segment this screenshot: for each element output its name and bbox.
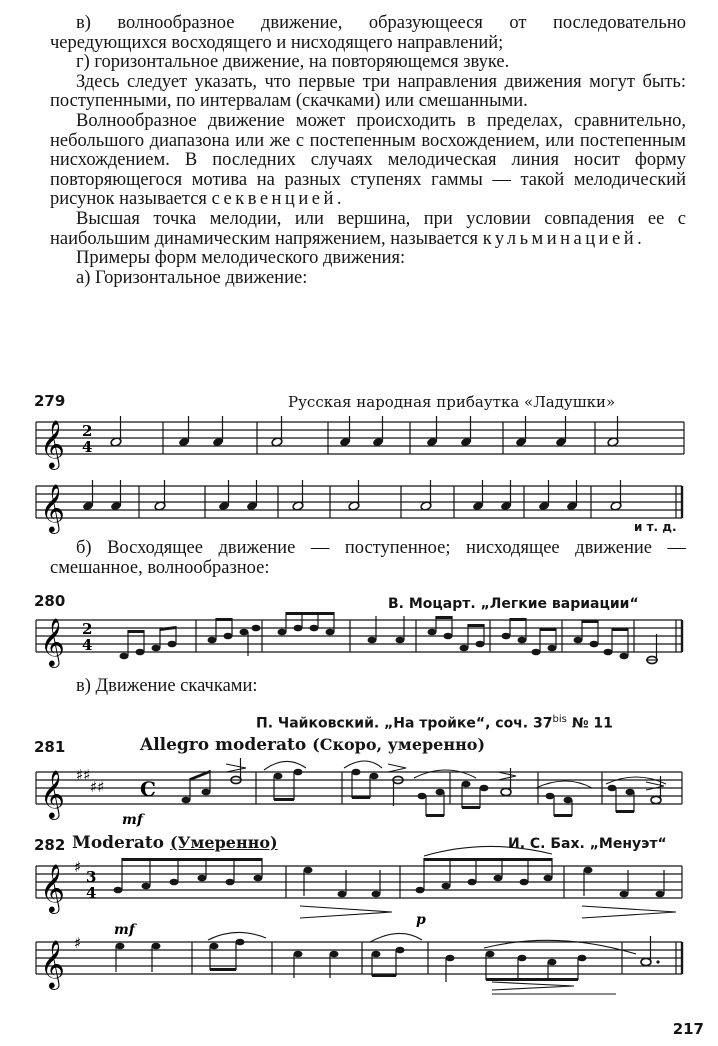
time-signature-bottom: 4 [82,438,93,456]
label-ascending: б) Восходящее движение — поступенное; нисходящее движение — смешанное, волнообразное: [50,538,686,578]
example-attribution-282: И. С. Бах. „Менуэт“ [508,836,667,852]
example-attribution-279: Русская народная прибаутка «Ладушки» [288,393,616,411]
paragraph-directions: Здесь следует указать, что первые три направления движения могут быть: поступенными, по интервалам (скачками) или смешанными. [50,71,686,112]
example-number-282: 282 [34,836,66,854]
tempo-marking-281: Allegro moderato (Скоро, умеренно) [140,735,486,755]
time-signature-common: C [140,777,156,801]
notes-279-1 [110,416,619,447]
example-attribution-280: В. Моцарт. „Легкие вариации“ [388,596,639,612]
sharp-icon: ♯ [74,934,82,952]
dynamic-mf: mf [114,922,135,938]
treble-clef-icon: 𝄞 [40,863,65,912]
music-staff-279-line1 [36,412,686,468]
music-staff-280 [36,608,686,672]
music-staff-282-line2 [36,922,686,998]
paragraph-sequence: Волнообразное движение может происходить в пределах, сравнительно, небольшого диапазона или же с постепенным восхождением, или постепенным нисхождением. В последних случаях мелодическая линия носит форму повторяющегося мотива на разных ступенях гаммы — такой мелодический рисунок называется секвенцией. [50,110,686,210]
example-attribution-281: П. Чайковский. „На тройке“, соч. $37^{bis}$ № 11 [256,714,613,732]
paragraph-culmination: Высшая точка мелодии, или вершина, при условии совпадения ее с наибольшим динамическим напряжением, называется кульминацией. [50,208,686,249]
sharp-icon: ♯♯ [90,778,105,796]
tempo-marking-282: Moderato (Умеренно) [72,833,278,853]
body-text-top [50,14,686,288]
example-number-281: 281 [34,738,66,756]
paragraph-horizontal-motion: г) горизонтальное движение, на повторяющемся звуке. [76,52,510,73]
treble-clef-icon: 𝄞 [40,419,65,468]
treble-clef-icon: 𝄞 [40,939,65,988]
examples-intro: Примеры форм мелодического движения: [76,248,406,269]
time-signature-top: 2 [82,620,93,638]
treble-clef-icon: 𝄞 [40,617,65,666]
sharp-icon: ♯♯ [76,766,91,784]
page-number: 217 [672,1020,704,1038]
time-signature-top: 3 [86,868,97,886]
dynamic-p: p [416,912,426,928]
time-signature-bottom: 4 [86,884,97,902]
time-signature-top: 2 [82,422,93,440]
sharp-icon: ♯ [74,858,82,876]
music-staff-282-line1 [36,852,686,928]
example-number-279: 279 [34,392,66,410]
label-leaps: в) Движение скачками: [76,676,258,696]
treble-clef-icon: 𝄞 [40,769,65,818]
treble-clef-icon: 𝄞 [40,483,65,532]
paragraph-wave-motion: в) волнообразное движение, образующееся от последовательно чередующихся восходящего и нисходящего направлений; [50,13,686,53]
example-number-280: 280 [34,592,66,610]
term-sequence: секвенцией [211,189,337,210]
term-culmination: кульминацией [482,228,638,249]
body-text-b [50,539,686,578]
continuation-mark: и т. д. [634,520,677,534]
music-staff-281 [36,758,686,828]
label-horizontal: а) Горизонтальное движение: [76,267,308,288]
music-staff-279-line2 [36,476,686,532]
time-signature-bottom: 4 [82,636,93,654]
dynamic-mf: mf [122,812,143,828]
